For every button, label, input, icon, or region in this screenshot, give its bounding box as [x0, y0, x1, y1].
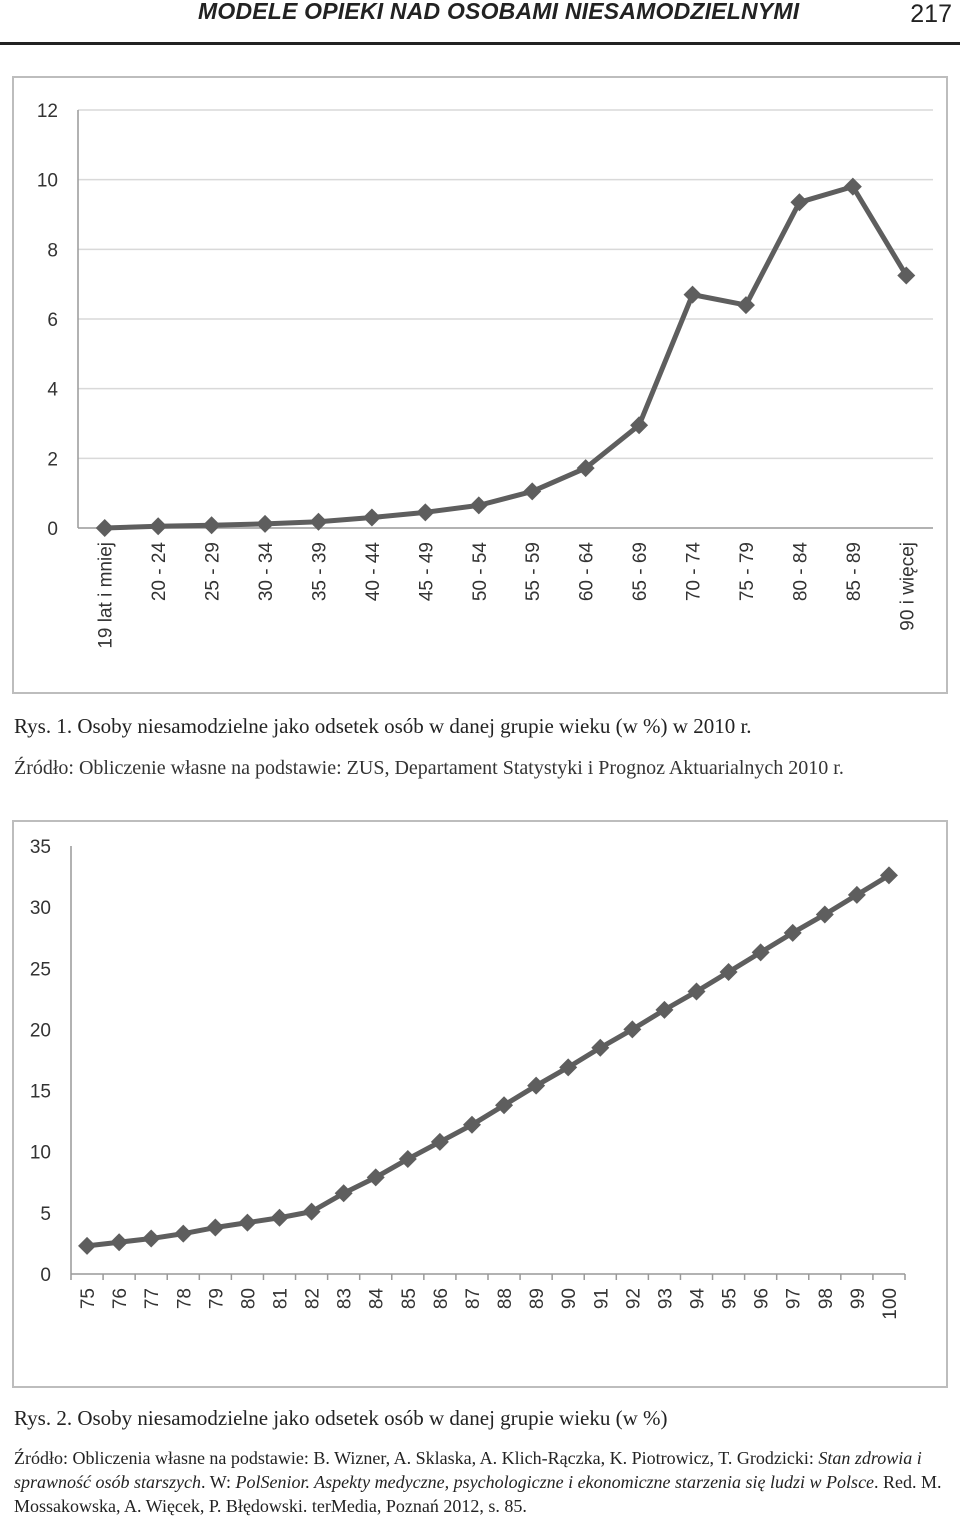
data-point	[470, 496, 488, 514]
x-category-label: 81	[270, 1288, 292, 1310]
y-tick-label: 0	[47, 519, 58, 540]
y-tick-label: 30	[29, 898, 51, 920]
x-category-label: 50 - 54	[469, 542, 491, 602]
y-tick-label: 35	[29, 837, 51, 858]
figure-2-source-title: Stan zdrowia i sprawność osób starszych	[14, 1448, 922, 1492]
running-header	[0, 0, 960, 45]
x-category-label: 25 - 29	[202, 542, 224, 602]
header-title: MODELE OPIEKI NAD OSOBAMI NIESAMODZIELNYMI	[198, 0, 800, 24]
y-tick-label: 25	[29, 959, 51, 981]
x-category-label: 80 - 84	[790, 542, 812, 602]
figure-2-source-prefix: Źródło: Obliczenia własne na podstawie: B. Wizner, A. Sklaska, A. Klich-Rączka, K. Piotrowicz, T. Grodzicki:	[14, 1448, 819, 1468]
x-category-label: 90	[559, 1288, 581, 1310]
y-tick-label: 8	[47, 240, 58, 262]
figure-2-source-book: PolSenior. Aspekty medyczne, psychologiczne i ekonomiczne starzenia się ludzi w Polsce	[235, 1472, 875, 1492]
figure-2-source-suffix: . Red. M. Mossakowska, A. Więcek, P. Błędowski. terMedia, Poznań 2012, s. 85.	[14, 1472, 942, 1516]
y-tick-label: 10	[36, 170, 58, 192]
data-point	[149, 517, 167, 535]
data-point	[238, 1214, 256, 1232]
x-category-label: 40 - 44	[362, 542, 384, 602]
y-tick-label: 0	[40, 1265, 51, 1286]
x-category-label: 85 - 89	[843, 542, 865, 602]
data-point	[523, 482, 541, 500]
x-category-label: 30 - 34	[256, 542, 278, 602]
y-tick-label: 15	[29, 1081, 51, 1103]
figure-2-source-mid: . W:	[201, 1472, 236, 1492]
y-tick-label: 12	[36, 101, 58, 122]
y-tick-label: 20	[29, 1020, 51, 1042]
data-point	[363, 509, 381, 527]
x-category-label: 80	[238, 1288, 260, 1310]
x-category-label: 65 - 69	[630, 542, 652, 602]
x-category-label: 89	[527, 1288, 549, 1310]
x-category-label: 86	[430, 1288, 452, 1310]
data-point	[271, 1209, 289, 1227]
data-point	[174, 1225, 192, 1243]
x-category-label: 82	[302, 1288, 324, 1310]
page-number: 217	[910, 0, 952, 28]
x-category-label: 91	[591, 1288, 613, 1310]
x-category-label: 19 lat i mniej	[95, 542, 117, 649]
chart-2	[12, 820, 948, 1388]
chart-1	[12, 76, 948, 694]
figure-2-caption: Rys. 2. Osoby niesamodzielne jako odsetek osób w danej grupie wieku (w %)	[14, 1406, 668, 1430]
y-tick-label: 10	[29, 1142, 51, 1164]
data-point	[737, 296, 755, 314]
x-category-label: 70 - 74	[683, 542, 705, 602]
x-category-label: 60 - 64	[576, 542, 598, 602]
x-category-label: 90 i więcej	[897, 542, 919, 631]
data-point	[142, 1230, 160, 1248]
x-category-label: 85	[398, 1288, 420, 1310]
figure-1-caption: Rys. 1. Osoby niesamodzielne jako odsetek osób w danej grupie wieku (w %) w 2010 r.	[14, 714, 752, 738]
chart-2-svg	[14, 822, 946, 1386]
data-point	[110, 1233, 128, 1251]
figure-2-source	[14, 1446, 954, 1518]
y-tick-label: 6	[47, 310, 58, 331]
y-tick-label: 4	[47, 379, 58, 401]
x-category-label: 98	[815, 1288, 837, 1310]
y-tick-label: 5	[40, 1203, 51, 1225]
x-category-label: 96	[751, 1288, 773, 1310]
x-category-label: 20 - 24	[149, 542, 171, 602]
y-tick-label: 2	[47, 449, 58, 471]
x-category-label: 97	[783, 1288, 805, 1310]
x-category-label: 100	[879, 1288, 901, 1320]
data-point	[203, 516, 221, 534]
data-point	[684, 286, 702, 304]
x-category-label: 77	[142, 1288, 164, 1310]
data-point	[78, 1237, 96, 1255]
x-category-label: 88	[495, 1288, 517, 1310]
x-category-label: 99	[847, 1288, 869, 1310]
x-category-label: 45 - 49	[416, 542, 438, 602]
data-point	[790, 193, 808, 211]
data-point	[206, 1219, 224, 1237]
chart-1-svg	[14, 78, 946, 692]
x-category-label: 94	[687, 1288, 709, 1310]
x-category-label: 55 - 59	[523, 542, 545, 602]
x-category-label: 84	[366, 1288, 388, 1310]
data-point	[256, 515, 274, 533]
x-category-label: 78	[174, 1288, 196, 1310]
x-category-label: 75 - 79	[736, 542, 758, 602]
data-point	[416, 503, 434, 521]
x-category-label: 35 - 39	[309, 542, 331, 602]
x-category-label: 76	[110, 1288, 132, 1310]
data-point	[96, 519, 114, 537]
x-category-label: 79	[206, 1288, 228, 1310]
x-category-label: 92	[623, 1288, 645, 1310]
series-line	[105, 187, 907, 528]
figure-1-source: Źródło: Obliczenie własne na podstawie: ZUS, Departament Statystyki i Prognoz Aktuarialnych 2010 r.	[14, 757, 844, 779]
series-line	[87, 875, 889, 1246]
x-category-label: 87	[462, 1288, 484, 1310]
x-category-label: 95	[719, 1288, 741, 1310]
data-point	[431, 1133, 449, 1151]
x-category-label: 83	[334, 1288, 356, 1310]
x-category-label: 93	[655, 1288, 677, 1310]
x-category-label: 75	[78, 1288, 100, 1310]
